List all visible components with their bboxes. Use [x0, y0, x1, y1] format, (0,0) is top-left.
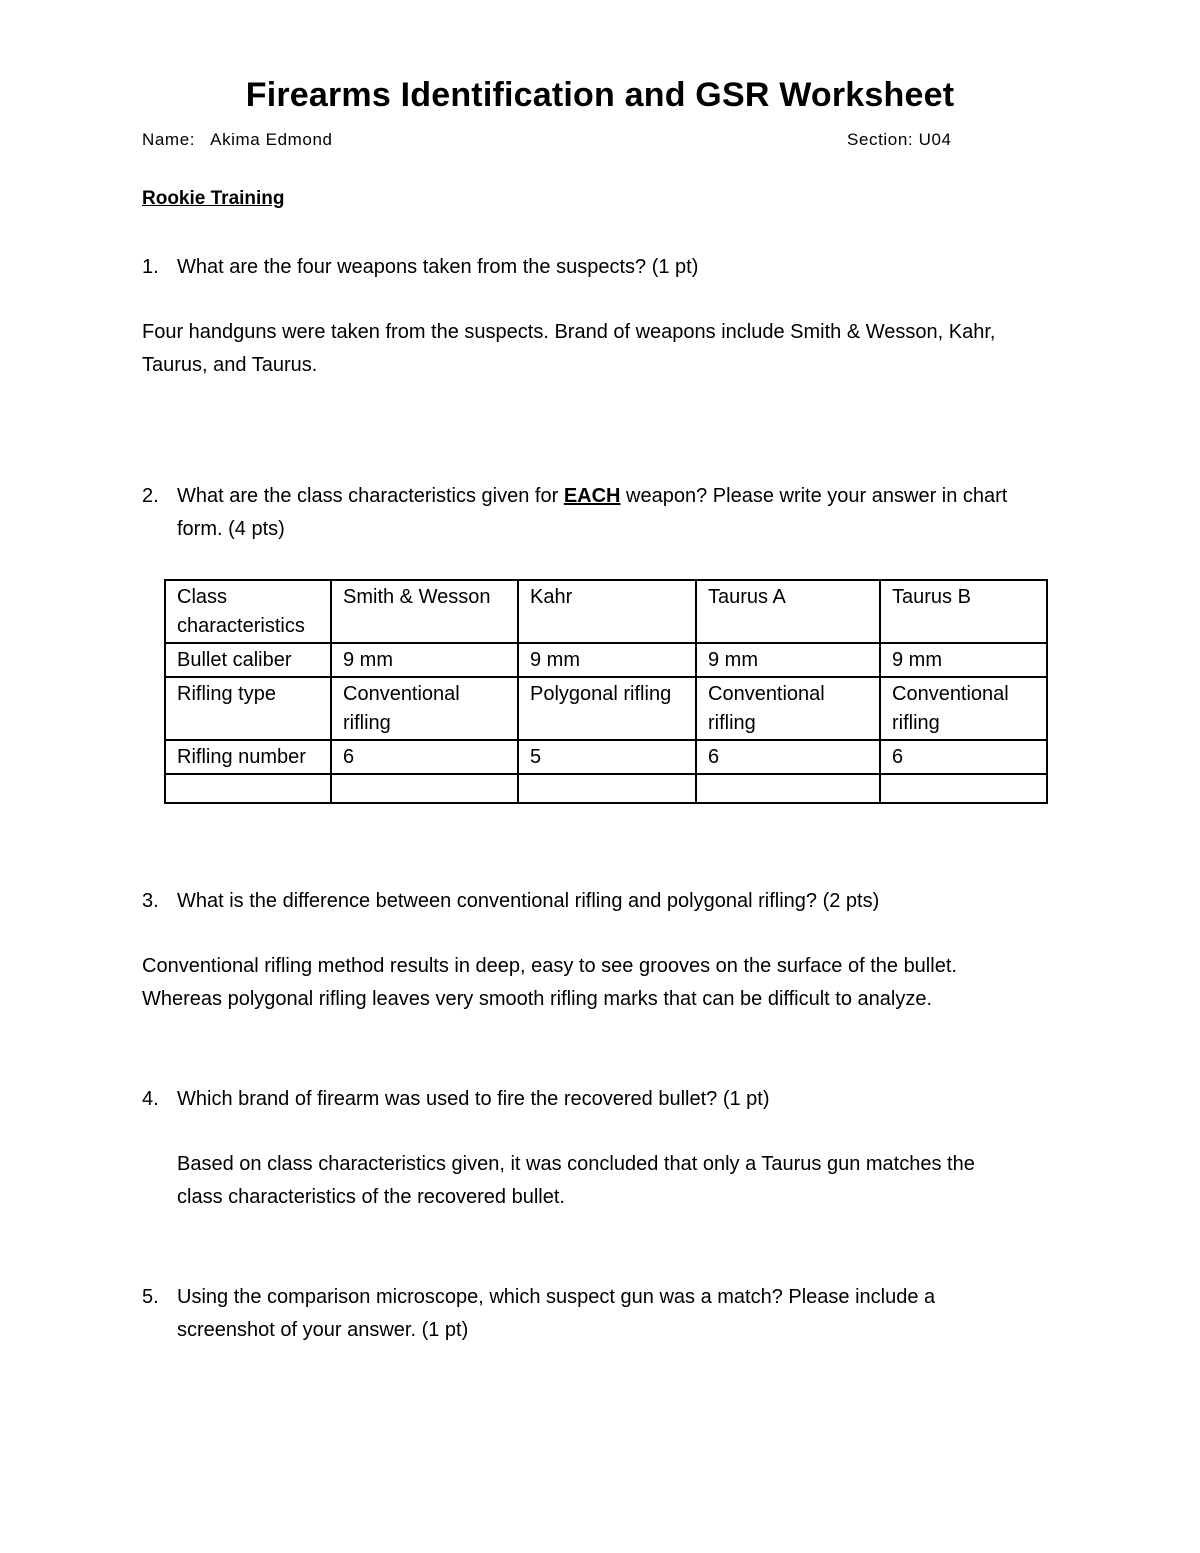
name-label: Name:: [142, 130, 196, 149]
answer-4-line-2: class characteristics of the recovered bullet.: [177, 1186, 565, 1208]
table-row: [165, 677, 1047, 740]
table-cell: [331, 774, 518, 803]
question-4-text: Which brand of firearm was used to fire the recovered bullet? (1 pt): [177, 1088, 770, 1110]
name-line: [142, 130, 333, 150]
table-cell: Bullet caliber: [165, 643, 331, 677]
answer-1-line-2: Taurus, and Taurus.: [142, 354, 318, 376]
answer-3-line-2: Whereas polygonal rifling leaves very smooth rifling marks that can be difficult to analyze.: [142, 988, 933, 1010]
table-row: [165, 740, 1047, 774]
table-header-cell: Taurus A: [696, 580, 880, 643]
section-value: U04: [918, 130, 952, 149]
table-cell: 9 mm: [331, 643, 518, 677]
table-cell: [696, 774, 880, 803]
question-5-text-line-2: screenshot of your answer. (1 pt): [177, 1319, 469, 1341]
table-cell: 6: [696, 740, 880, 774]
answer-3-line-1: Conventional rifling method results in deep, easy to see grooves on the surface of the bullet.: [142, 955, 957, 977]
page-title: Firearms Identification and GSR Worksheet: [245, 76, 955, 114]
answer-4-line-1: Based on class characteristics given, it was concluded that only a Taurus gun matches the: [177, 1153, 975, 1175]
table-cell: Conventional rifling: [331, 677, 518, 740]
table-header-cell: Taurus B: [880, 580, 1047, 643]
question-5-number: 5.: [142, 1286, 159, 1308]
table-cell: Rifling type: [165, 677, 331, 740]
question-5-text-line-1: Using the comparison microscope, which suspect gun was a match? Please include a: [177, 1286, 936, 1308]
class-characteristics-table: [164, 579, 1048, 804]
question-2-text: [177, 480, 1007, 513]
section-label: Section:: [847, 130, 914, 149]
table-cell: Rifling number: [165, 740, 331, 774]
name-value: Akima Edmond: [210, 130, 333, 149]
section-heading: Rookie Training: [142, 188, 285, 209]
question-2-text-before: What are the class characteristics given for: [177, 485, 564, 507]
question-2-text-after: weapon? Please write your answer in chart: [620, 485, 1008, 507]
question-3-number: 3.: [142, 890, 159, 912]
question-1-number: 1.: [142, 256, 159, 278]
answer-1-line-1: Four handguns were taken from the suspects. Brand of weapons include Smith & Wesson, Kahr,: [142, 321, 996, 343]
table-cell: Conventional rifling: [696, 677, 880, 740]
table-header-cell: Class characteristics: [165, 580, 331, 643]
table-row-empty: [165, 774, 1047, 803]
table-cell: [880, 774, 1047, 803]
table-header-cell: Smith & Wesson: [331, 580, 518, 643]
table-row: [165, 643, 1047, 677]
question-2-number: 2.: [142, 485, 159, 507]
table-cell: 6: [331, 740, 518, 774]
table-cell: 9 mm: [696, 643, 880, 677]
table-cell: 9 mm: [880, 643, 1047, 677]
table-header-row: [165, 580, 1047, 643]
table-cell: 6: [880, 740, 1047, 774]
question-2-emphasis: EACH: [563, 485, 621, 507]
question-2-text-line-2: form. (4 pts): [177, 518, 285, 540]
table-cell: 5: [518, 740, 696, 774]
table-cell: [165, 774, 331, 803]
table-cell: Polygonal rifling: [518, 677, 696, 740]
question-4-number: 4.: [142, 1088, 159, 1110]
question-3-text: What is the difference between conventional rifling and polygonal rifling? (2 pts): [177, 890, 880, 912]
table-cell: 9 mm: [518, 643, 696, 677]
table-cell: Conventional rifling: [880, 677, 1047, 740]
section-line: [847, 130, 952, 150]
table-header-cell: Kahr: [518, 580, 696, 643]
question-1-text: What are the four weapons taken from the suspects? (1 pt): [177, 256, 699, 278]
table-cell: [518, 774, 696, 803]
